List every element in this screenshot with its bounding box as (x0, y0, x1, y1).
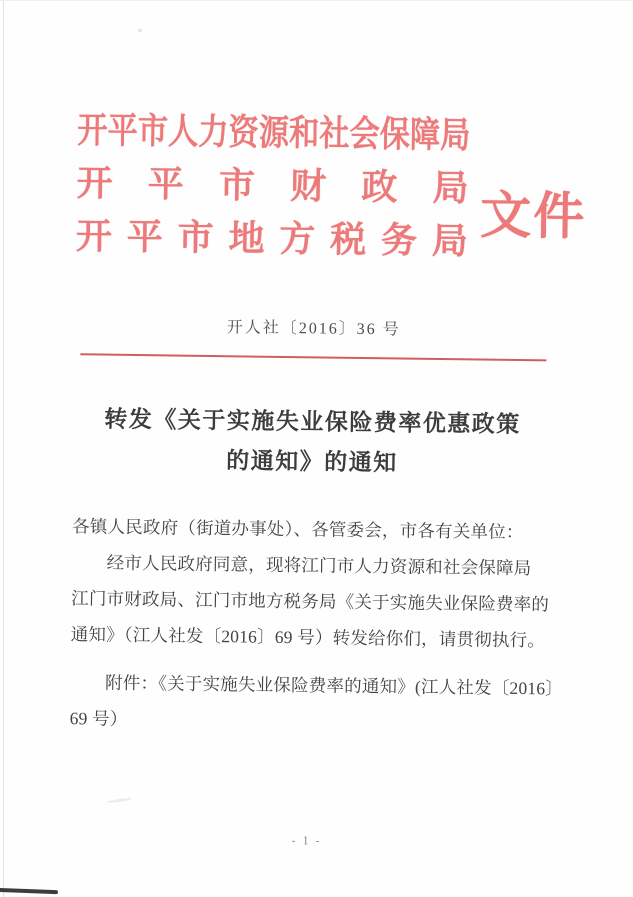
page-number: - 1 - (291, 833, 322, 848)
salutation-line: 各镇人民政府（街道办事处）、各管委会，市各有关单位： (72, 516, 524, 543)
scan-edge-top-line (0, 0, 633, 1)
attachment-block (69, 664, 564, 742)
doc-title (73, 398, 552, 484)
letterhead-agency-line-1: 开平市人力资源和社会保障局 (77, 110, 471, 156)
body-block (69, 508, 564, 742)
attachment-line-2: 69 号） (69, 708, 128, 729)
attachment-line-1: 附件：《关于实施失业保险费率的通知》(江人社发〔2016〕 (104, 672, 564, 699)
letterhead-agency-line-3: 开 平 市 地 方 税 务 局 (75, 216, 469, 262)
letterhead-doc-type-label: 文件 (479, 188, 587, 246)
doc-title-line-1: 转发《关于实施失业保险费率优惠政策 (104, 405, 521, 438)
red-divider-line (80, 353, 546, 361)
paragraph-line-3: 通知》（江人社发〔2016〕69 号）转发给你们，请贯彻执行。 (70, 624, 546, 651)
paragraph-line-2: 江门市财政局、江门市地方税务局《关于实施失业保险费率的 (71, 588, 550, 615)
scan-speck (138, 29, 142, 32)
scan-edge-left-line (3, 0, 4, 897)
letterhead-agency-line-2: 开 平 市 财 政 局 (76, 163, 469, 209)
document-content (67, 0, 587, 897)
doc-title-line-2: 的通知》的通知 (226, 447, 398, 476)
paragraph-line-1: 经市人民政府同意，现将江门市人力资源和社会保障局 (106, 552, 532, 579)
doc-number: 开人社〔2016〕36 号 (226, 319, 401, 339)
